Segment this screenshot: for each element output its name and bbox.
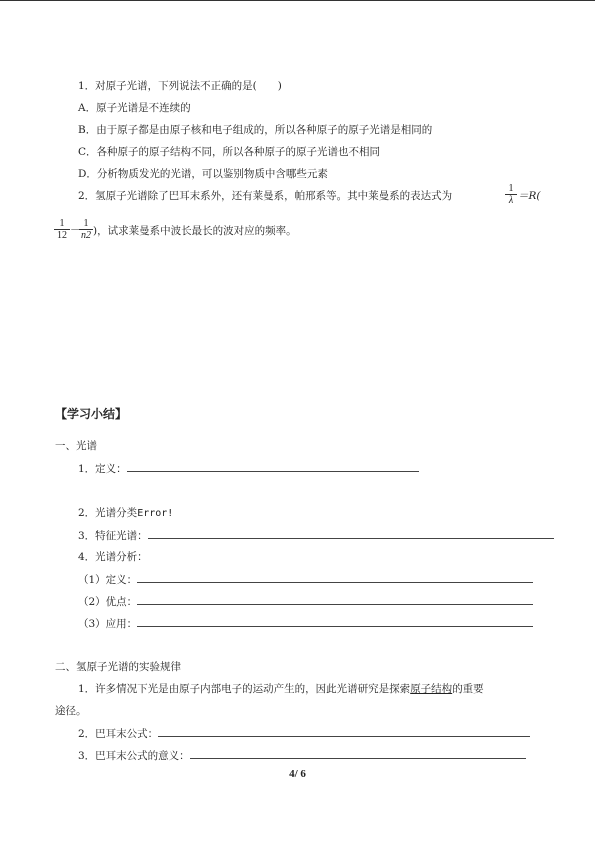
spectrum-classification-row [78, 506, 173, 521]
balmer-formula-label: 2．巴耳末公式： [78, 728, 159, 740]
balmer-formula-row [78, 726, 530, 741]
spectrum-classification-label: 2．光谱分类 [78, 507, 138, 519]
fraction-denominator: λ [505, 194, 517, 206]
rule-1-text-b: 的重要 [452, 683, 484, 695]
q2-fraction-a [54, 218, 70, 241]
q2-fraction-lambda [505, 183, 517, 206]
analysis-advantage-blank[interactable] [137, 594, 533, 605]
q2-fraction-b [79, 218, 93, 241]
analysis-definition-blank[interactable] [137, 572, 533, 583]
analysis-application-row [78, 616, 533, 631]
fraction-numerator: 1 [59, 218, 65, 229]
q2-minus: － [70, 224, 81, 236]
summary-title: 【学习小结】 [55, 407, 128, 421]
fraction-numerator: 1 [83, 218, 89, 229]
fraction-numerator: 1 [508, 183, 514, 194]
analysis-application-label: （3）应用： [78, 618, 138, 630]
error-field-text: Error! [137, 508, 174, 519]
characteristic-spectrum-blank[interactable] [148, 528, 554, 539]
analysis-definition-row [78, 572, 533, 587]
balmer-meaning-label: 3．巴耳末公式的意义： [78, 750, 190, 762]
section-2-heading: 二、氢原子光谱的实验规律 [55, 661, 181, 673]
characteristic-spectrum-row [78, 528, 554, 543]
section-1-heading: 一、光谱 [55, 440, 97, 452]
spectral-analysis-label: 4．光谱分析： [78, 551, 148, 563]
rule-1-answer: 原子结构 [410, 683, 453, 695]
analysis-advantage-row [78, 594, 533, 609]
balmer-meaning-row [78, 748, 526, 763]
analysis-advantage-label: （2）优点： [78, 596, 138, 608]
fraction-denominator: n2 [81, 230, 91, 241]
fraction-denominator: 12 [54, 229, 70, 241]
analysis-application-blank[interactable] [137, 616, 533, 627]
spectrum-definition-blank[interactable] [127, 461, 419, 472]
q1-stem: 1．对原子光谱，下列说法不正确的是( ) [78, 80, 282, 92]
rule-1-line1 [78, 682, 484, 696]
analysis-definition-label: （1）定义： [78, 574, 138, 586]
balmer-formula-blank[interactable] [158, 726, 530, 737]
q1-option-b: B．由于原子都是由原子核和电子组成的，所以各种原子的原子光谱是相同的 [78, 124, 433, 136]
spectrum-definition-row [78, 461, 419, 476]
q1-option-a: A．原子光谱是不连续的 [78, 102, 191, 114]
q2-text-line2: )，试求莱曼系中波长最长的波对应的频率。 [93, 225, 297, 237]
characteristic-spectrum-label: 3．特征光谱： [78, 530, 148, 542]
rule-1-text-a: 1．许多情况下光是由原子内部电子的运动产生的，因此光谱研究是探索 [78, 683, 411, 695]
rule-1-line2: 途径。 [55, 705, 87, 717]
balmer-meaning-blank[interactable] [190, 748, 526, 759]
q1-option-d: D．分析物质发光的光谱，可以鉴别物质中含哪些元素 [78, 168, 328, 180]
page-number: 4/ 6 [289, 768, 306, 780]
q2-text-line1: 2．氢原子光谱除了巴耳末系外，还有莱曼系，帕邢系等。其中莱曼系的表达式为 [78, 190, 453, 202]
spectrum-definition-label: 1．定义： [78, 463, 127, 475]
header-rule [0, 0, 595, 1]
q2-eq-r: ＝R( [518, 190, 541, 202]
q1-option-c: C．各种原子的原子结构不同，所以各种原子的原子光谱也不相同 [78, 146, 381, 158]
